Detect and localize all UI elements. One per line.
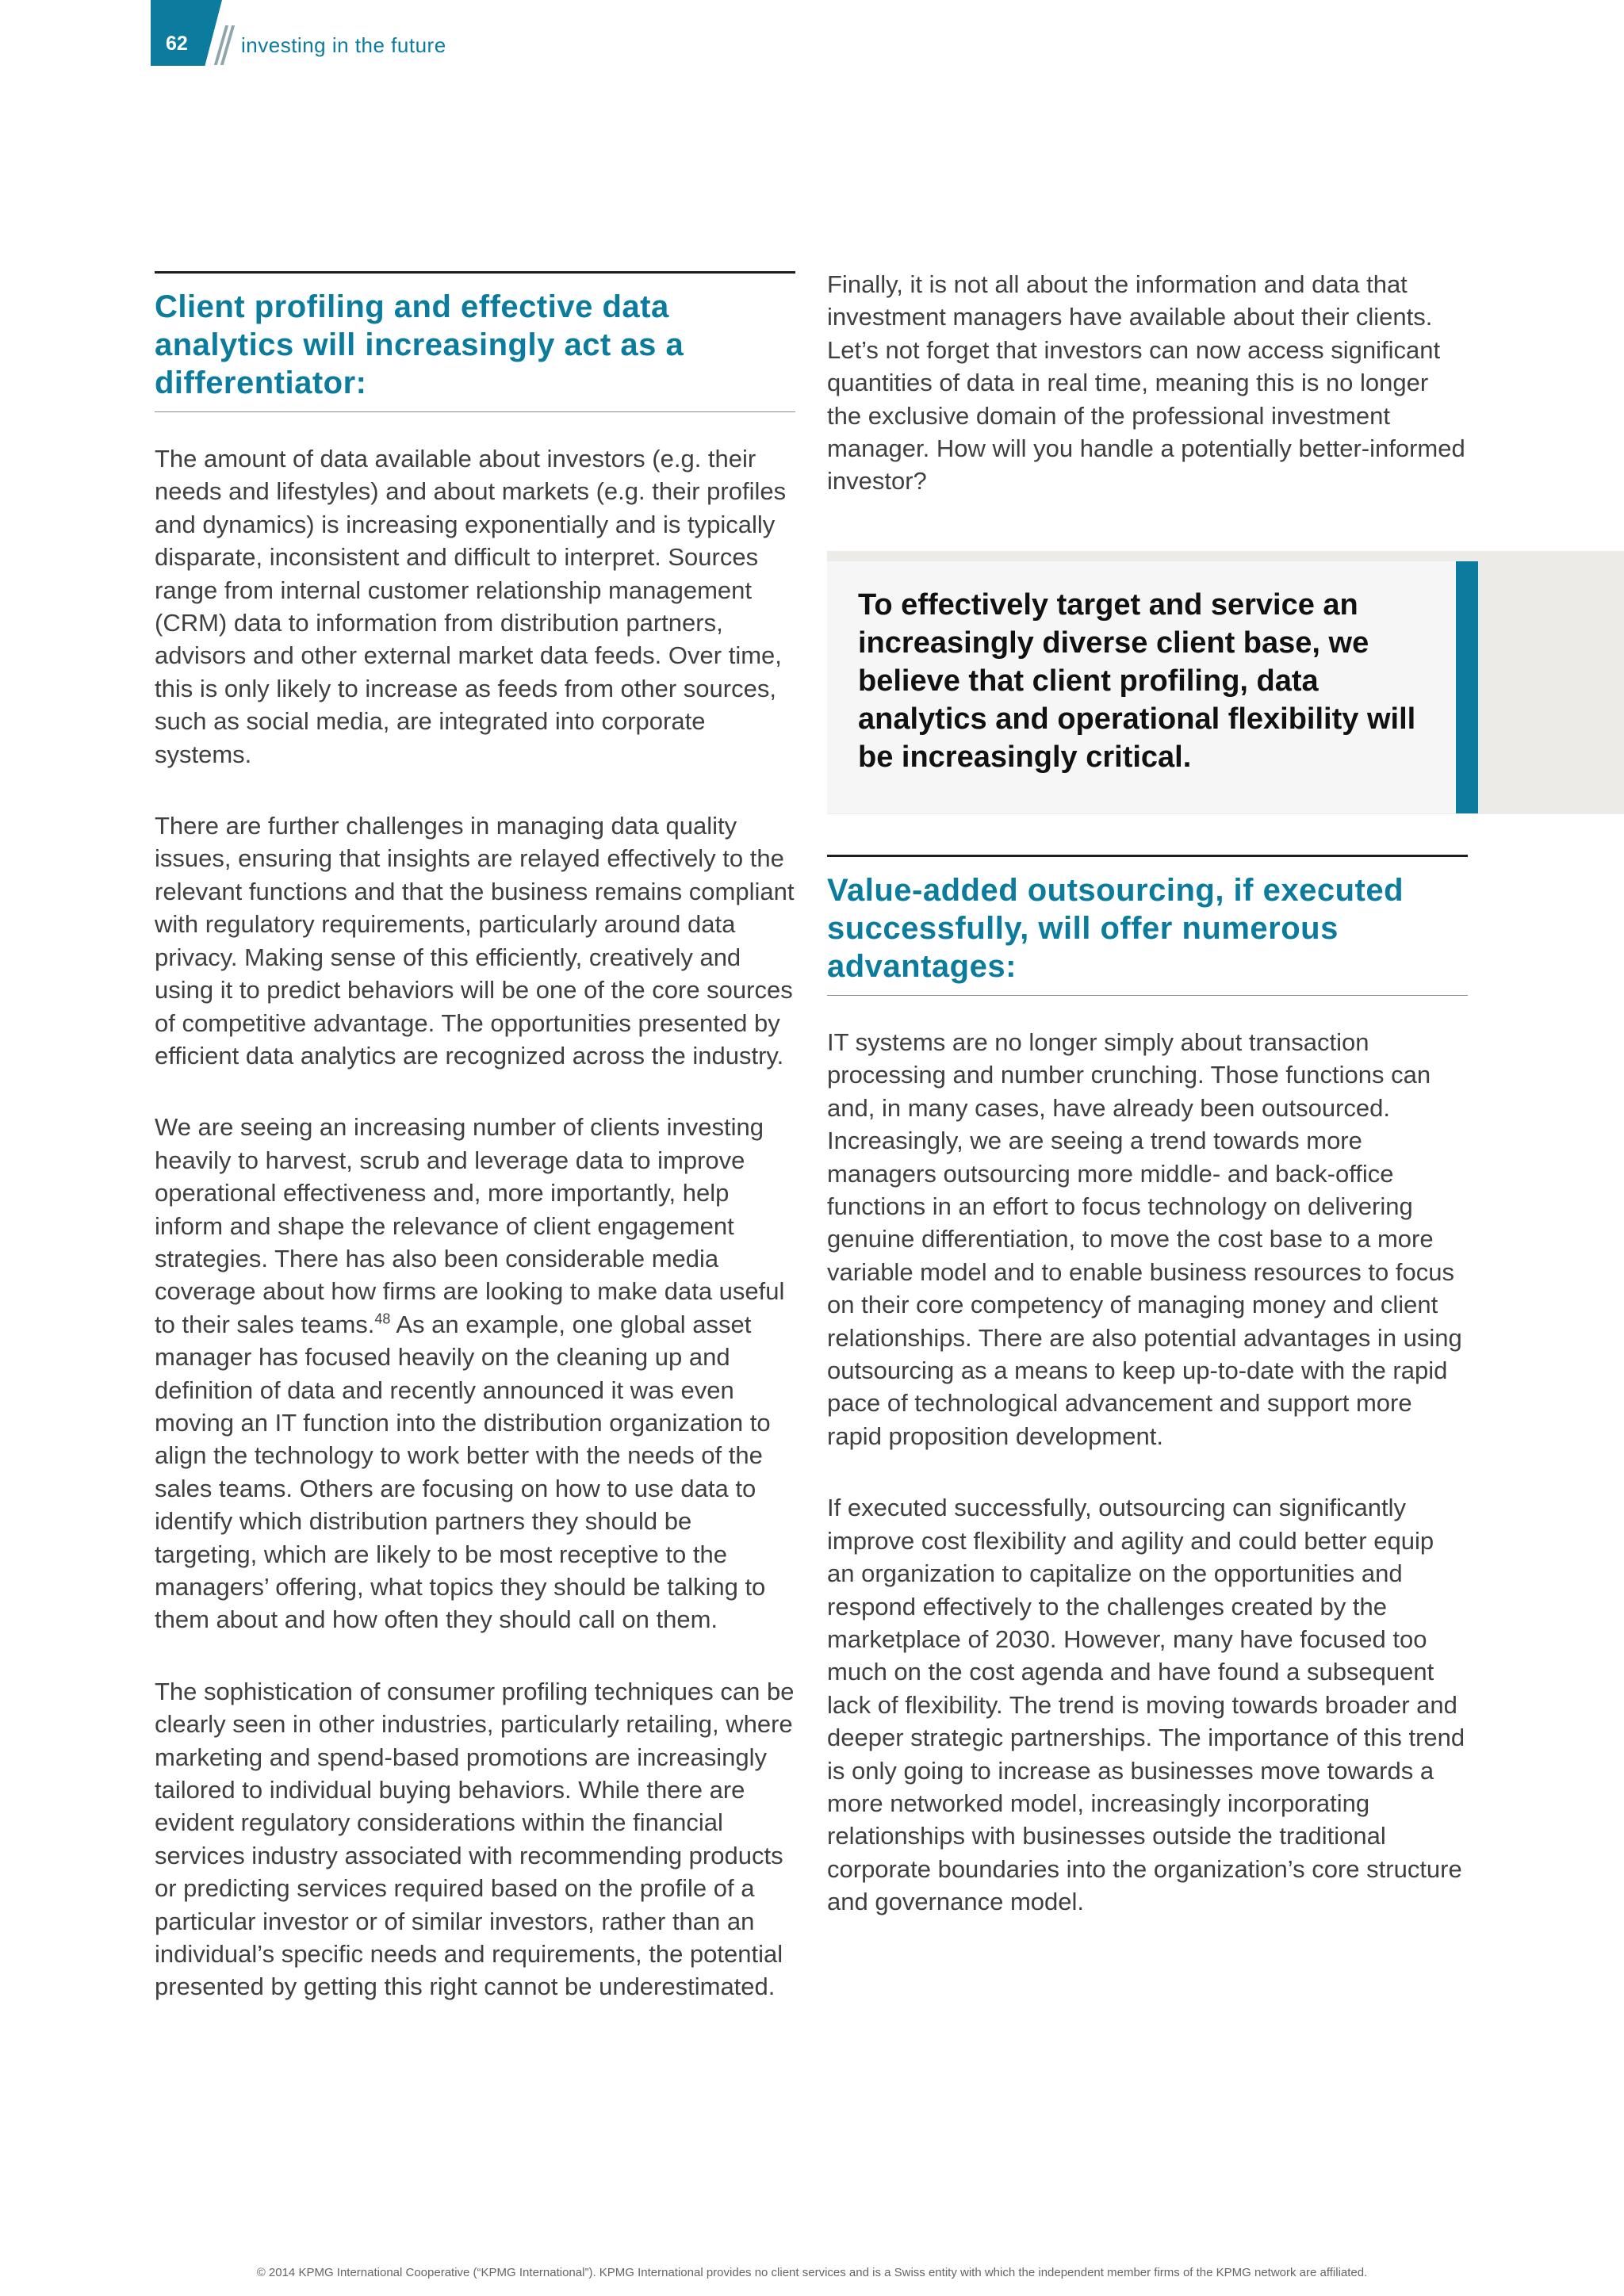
paragraph-text: We are seeing an increasing number of clients investing heavily to harvest, scrub and leverage data to improve operational effectiveness and, more importantly, help inform and shape the relevance of client engagement strategies. There has also been considerable media coverage about how firms are looking to make data useful to their sales teams. xyxy=(155,1113,785,1338)
section-heading-block xyxy=(155,271,795,412)
callout-accent-bar xyxy=(1456,561,1478,813)
running-header-title: investing in the future xyxy=(241,33,446,57)
copyright-footer: © 2014 KPMG International Cooperative (“KPMG International”). KPMG International provides no client services and is a Swiss entity with which the independent member firms of the KPMG network are affiliated. xyxy=(256,2266,1368,2279)
footnote-reference: 48 xyxy=(374,1311,391,1327)
paragraph: If executed successfully, outsourcing can significantly improve cost flexibility and agility and could better equip an organization to capitalize on the opportunities and respond effectively to the challenges created by the marketplace of 2030. However, many have focused too much on the cost agenda and have found a subsequent lack of flexibility. The trend is moving towards broader and deeper strategic partnerships. The importance of this trend is only going to increase as businesses move towards a more networked model, increasingly incorporating relationships with businesses outside the traditional corporate boundaries into the organization’s core structure and governance model. xyxy=(827,1494,1465,1916)
paragraph xyxy=(155,1111,795,1636)
section-heading-block xyxy=(827,855,1468,996)
section-heading: Client profiling and effective data analytics will increasingly act as a differentiator: xyxy=(155,289,684,400)
page-number: 62 xyxy=(166,33,188,55)
paragraph-text: As an example, one global asset manager has focused heavily on the cleaning up and definition of data and recently announced it was even moving an IT function into the distribution organization to align the technology to work better with the needs of the sales teams. Others are focusing on how to use data to identify which distribution partners they should be targeting, which are likely to be most receptive to the managers’ offering, what topics they should be talking to them about and how often they should call on them. xyxy=(155,1310,771,1634)
left-column xyxy=(155,271,795,2042)
section-heading: Value-added outsourcing, if executed successfully, will offer numerous advantages: xyxy=(827,873,1404,984)
callout-quote: To effectively target and service an increasingly diverse client base, we believe that client profiling, data analytics and operational flexibility will be increasingly critical. xyxy=(858,588,1416,774)
paragraph: The sophistication of consumer profiling techniques can be clearly seen in other industries, particularly retailing, where marketing and spend-based promotions are increasingly tailored to individual buying behaviors. While there are evident regulatory considerations within the financial services industry associated with recommending products or predicting services required based on the profile of a particular investor or of similar investors, rather than an individual’s specific needs and requirements, the potential presented by getting this right cannot be underestimated. xyxy=(155,1677,795,2001)
paragraph: IT systems are no longer simply about transaction processing and number crunching. Those functions can and, in many cases, have already been outsourced. Increasingly, we are seeing a trend towards more managers outsourcing more middle- and back-office functions in an effort to focus technology on delivering genuine differentiation, to move the cost base to a more variable model and to enable business resources to focus on their core competency of managing money and client relationships. There are also potential advantages in using outsourcing as a means to keep up-to-date with the rapid pace of technological advancement and support more rapid proposition development. xyxy=(827,1028,1462,1450)
paragraph: There are further challenges in managing data quality issues, ensuring that insights are relayed effectively to the relevant functions and that the business remains compliant with regulatory requirements, particularly around data privacy. Making sense of this efficiently, creatively and using it to predict behaviors will be one of the core sources of competitive advantage. The opportunities presented by efficient data analytics are recognized across the industry. xyxy=(155,812,795,1070)
paragraph: Finally, it is not all about the information and data that investment managers have available about their clients. Let’s not forget that investors can now access significant quantities of data in real time, meaning this is no longer the exclusive domain of the professional investment manager. How will you handle a potentially better-informed investor? xyxy=(827,270,1465,496)
right-column-body xyxy=(827,855,1468,1957)
right-column-intro xyxy=(827,268,1468,537)
paragraph: The amount of data available about investors (e.g. their needs and lifestyles) and about markets (e.g. their profiles and dynamics) is increasing exponentially and is typically disparate, inconsistent and difficult to interpret. Sources range from internal customer relationship management (CRM) data to information from distribution partners, advisors and other external market data feeds. Over time, this is only likely to increase as feeds from other sources, such as social media, are integrated into corporate systems. xyxy=(155,445,787,768)
